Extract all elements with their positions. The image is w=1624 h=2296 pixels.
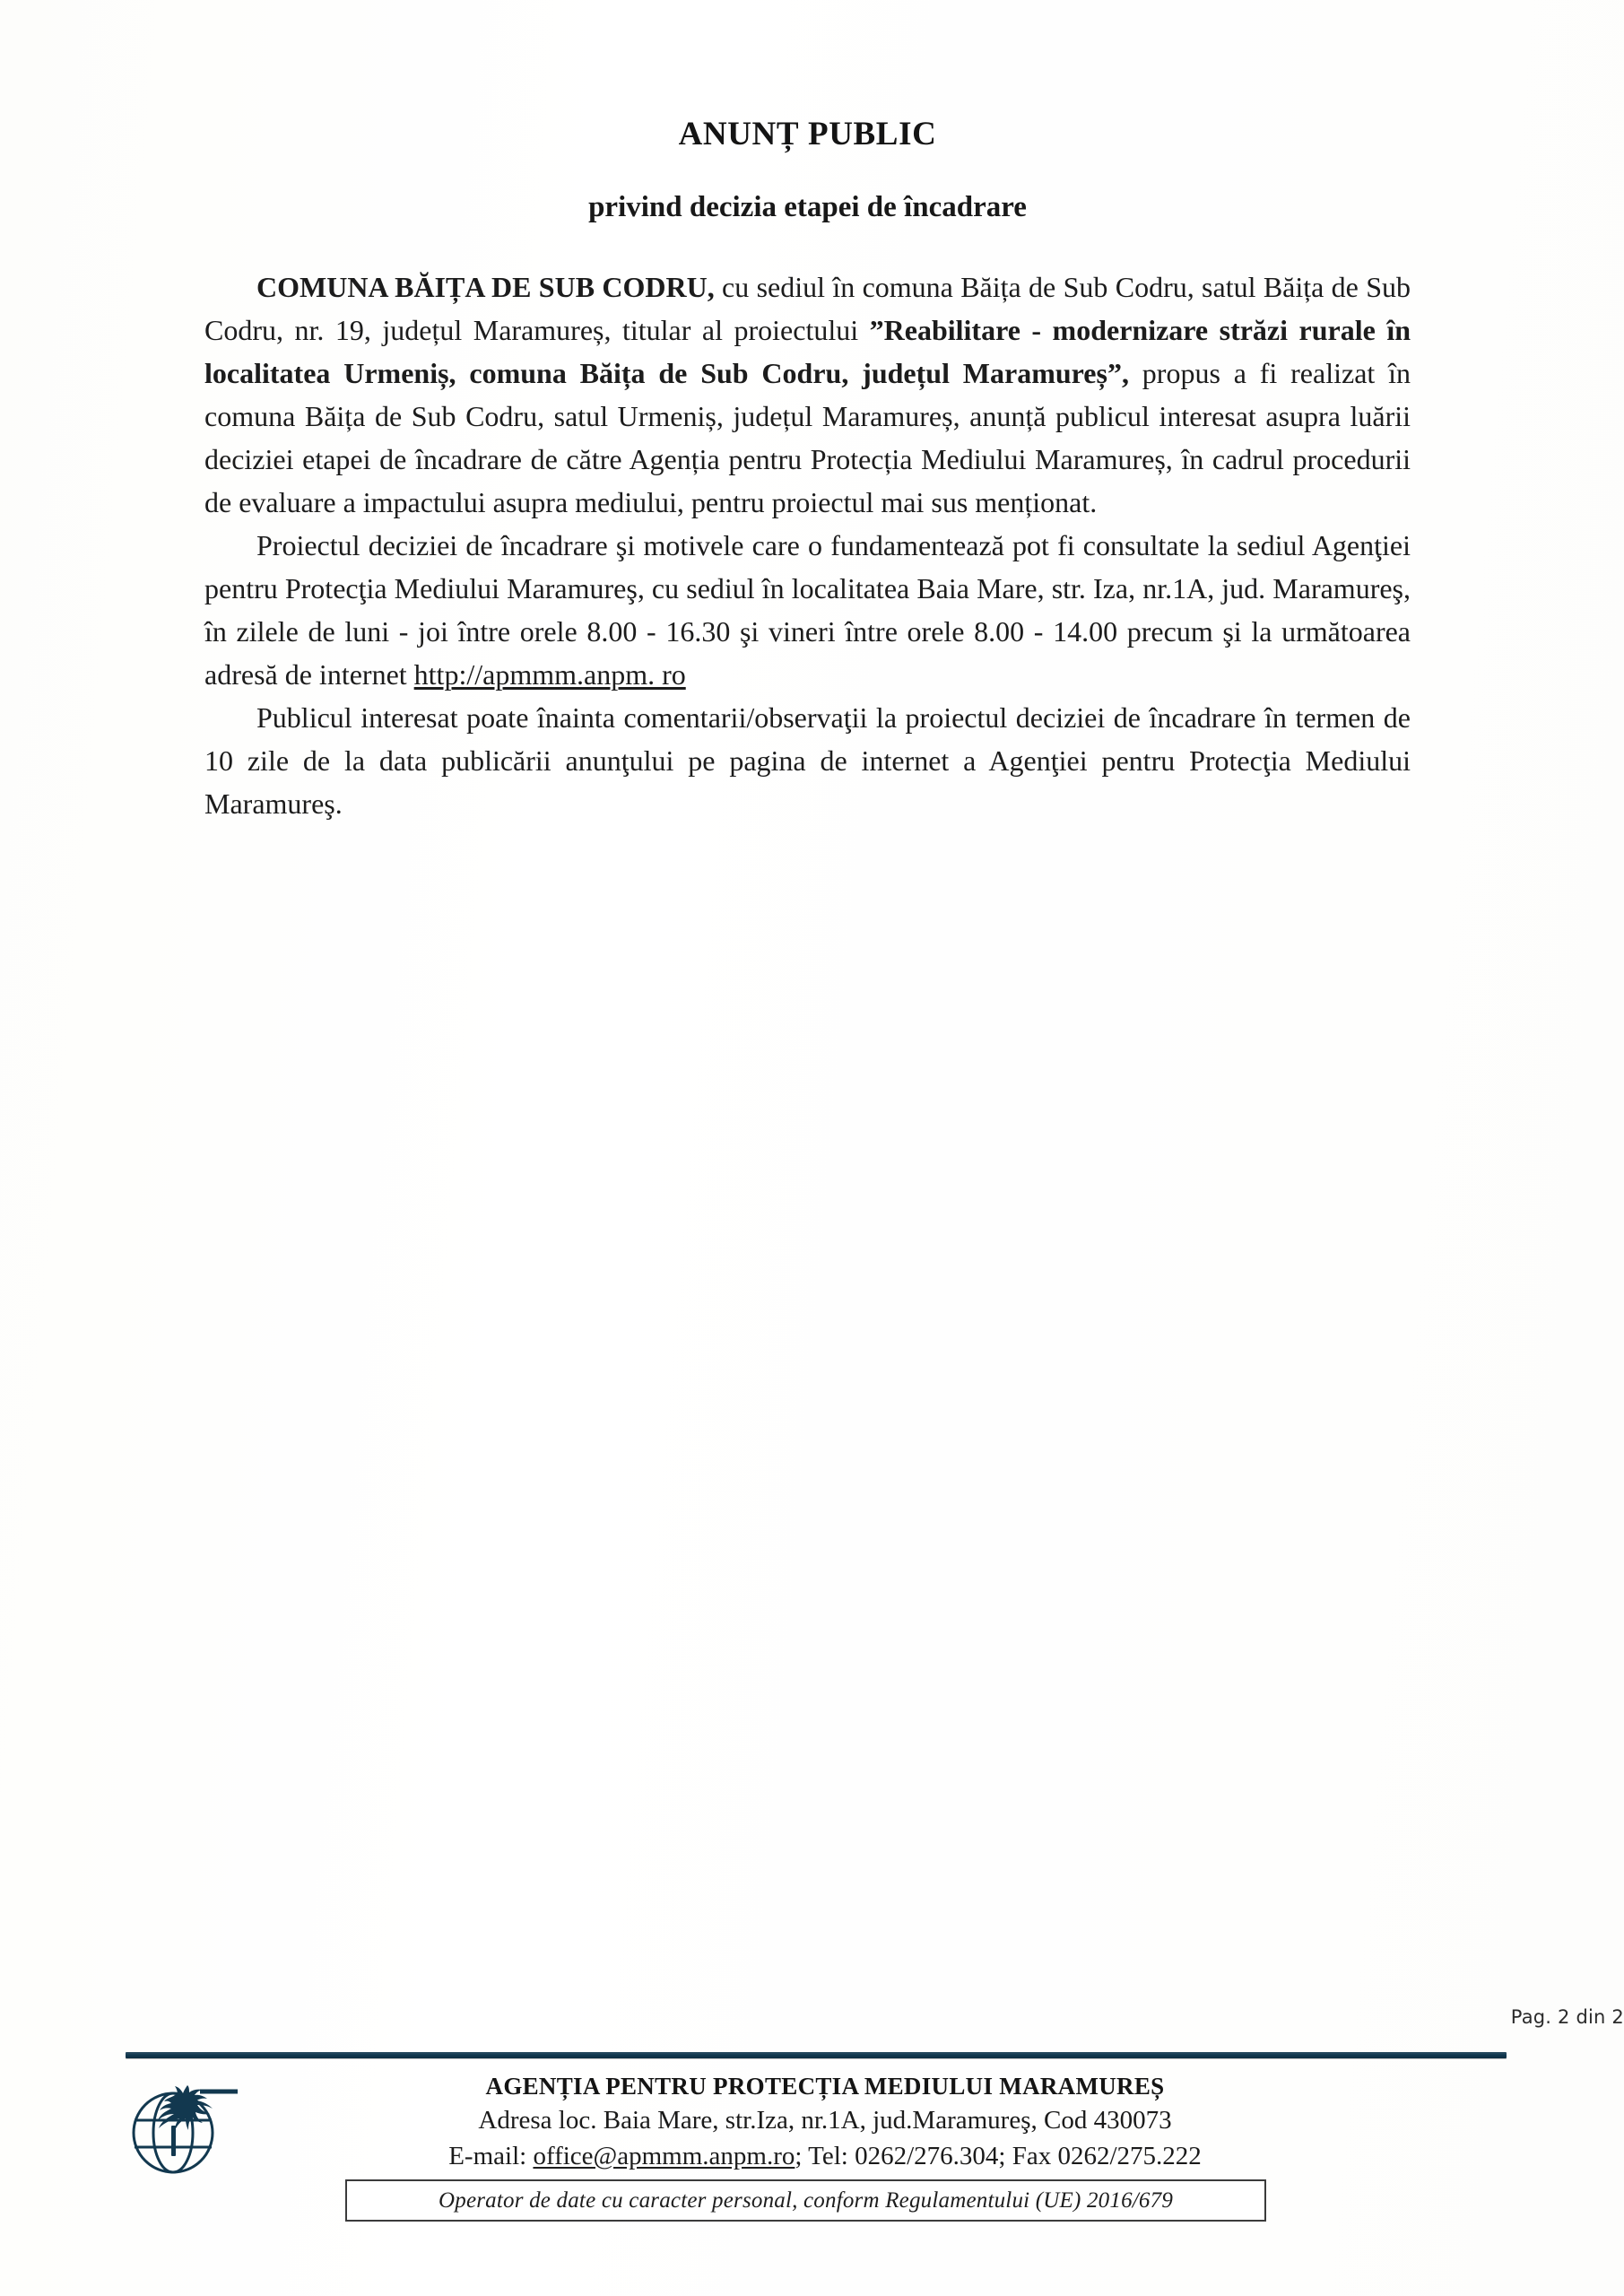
paragraph-comments (204, 696, 1411, 825)
comments-deadline-text: Publicul interesat poate înainta comentarii/observaţii la proiectul deciziei de încadrare în termen de 10 zile de la data publicării anunţului pe pagina de internet a Agenţiei pentru Protecţia Mediului Maramureş. (204, 700, 1411, 820)
apm-website-link[interactable]: http://apmmm.anpm. ro (413, 657, 686, 691)
page-subtitle: privind decizia etapei de încadrare (588, 191, 1027, 224)
footer-contact-line (269, 2138, 1381, 2174)
project-title: ”Reabilitare - modernizare străzi rurale în localitatea Urmeniș, comuna Băița de Sub Codru, județul Maramureș”, (204, 313, 1411, 389)
gdpr-notice-box (345, 2179, 1266, 2222)
footer-divider (126, 2052, 1507, 2058)
applicant-name: COMUNA BĂIȚA DE SUB CODRU, (256, 270, 715, 303)
page-number: Pag. 2 din 2 (1510, 2006, 1624, 2028)
paragraph-consultation (204, 524, 1411, 696)
applicant-details: cu sediul în comuna Băița de Sub Codru, satul Băița de Sub Codru, nr. 19, județul Maramureș, titular al proiectului (204, 270, 1411, 346)
globe-tree-emblem-icon (121, 2075, 238, 2183)
document-body (204, 0, 1411, 825)
footer-contact-block (269, 2070, 1381, 2174)
consultation-details: Proiectul deciziei de încadrare şi motivele care o fundamentează pot fi consultate la sediul Agenţiei pentru Protecţia Mediului Maramureş, cu sediul în localitatea Baia Mare, str. Iza, nr.1A, jud. Maramureş, în zilele de luni - joi între orele 8.00 - 16.30 şi vineri între orele 8.00 - 14.00 precum şi la următoarea adresă de internet (204, 528, 1411, 691)
footer-email-link[interactable]: office@apmmm.anpm.ro (533, 2142, 795, 2170)
footer-email-label: E-mail: (448, 2142, 534, 2170)
footer-phone-fax: ; Tel: 0262/276.304; Fax 0262/275.222 (795, 2142, 1202, 2170)
footer-address: Adresa loc. Baia Mare, str.Iza, nr.1A, jud.Maramureş, Cod 430073 (478, 2106, 1172, 2135)
paragraph-applicant (204, 226, 1411, 524)
gdpr-notice-text: Operator de date cu caracter personal, conform Regulamentului (UE) 2016/679 (438, 2187, 1174, 2213)
page-title: ANUNȚ PUBLIC (678, 116, 937, 152)
footer-agency-name: AGENȚIA PENTRU PROTECȚIA MEDIULUI MARAMUREȘ (485, 2073, 1165, 2100)
procedure-description: propus a fi realizat în comuna Băița de Sub Codru, satul Urmeniș, județul Maramureș, anunță publicul interesat asupra luării deciziei etapei de încadrare de către Agenția pentru Protecția Mediului Maramureș, în cadrul procedurii de evaluare a impactului asupra mediului, pentru proiectul mai sus menționat. (204, 356, 1411, 518)
